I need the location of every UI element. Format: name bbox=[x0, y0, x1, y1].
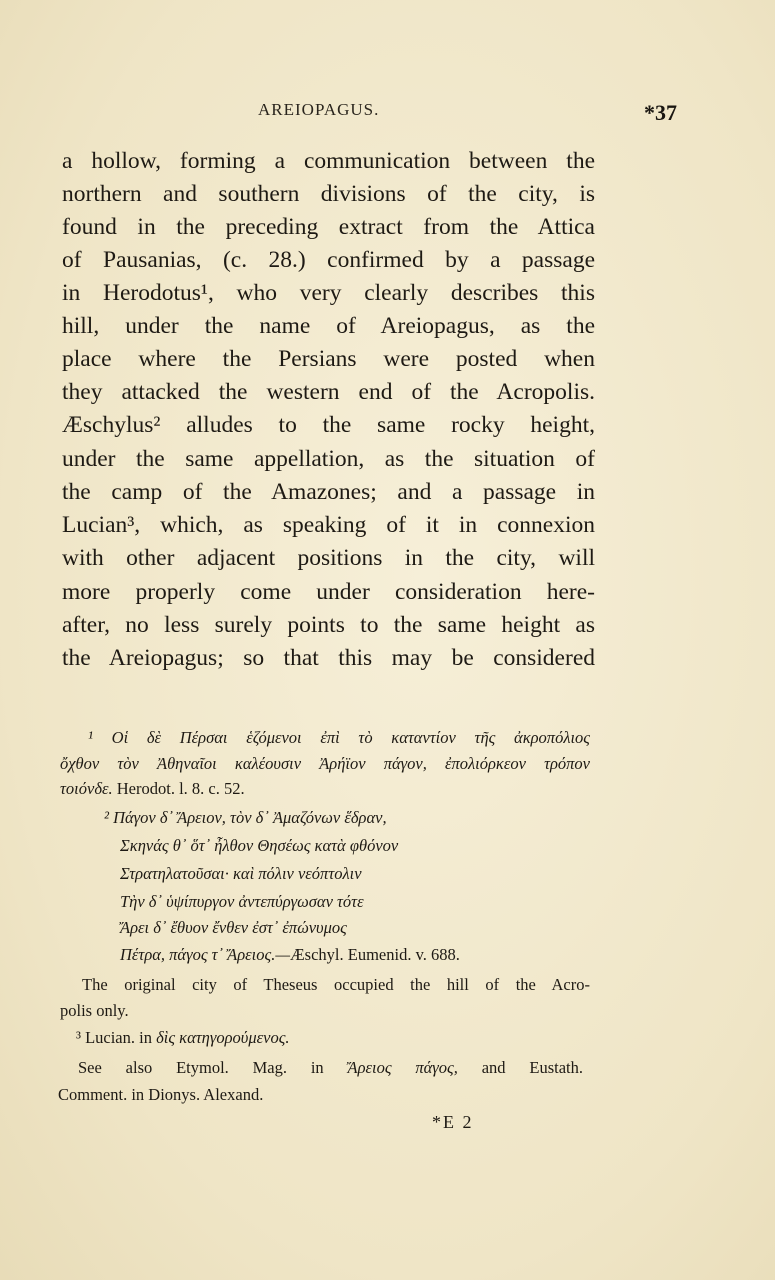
body-line: hill, under the name of Areiopagus, as the bbox=[62, 313, 595, 339]
footnote-2-verse: Ἄρει δ᾽ ἔθυον ἔνθεν ἐστ᾽ ἐπώνυμος bbox=[120, 918, 347, 937]
footnote-1-line bbox=[60, 779, 245, 799]
footnote-3 bbox=[76, 1028, 290, 1048]
footnote-greek-text: τοιόνδε. bbox=[60, 779, 113, 798]
footnote-reference: Herodot. l. 8. c. 52. bbox=[116, 779, 245, 798]
footnote-4-line bbox=[78, 1058, 583, 1078]
footnote-1-line: ¹ Οἱ δὲ Πέρσαι ἑζόμενοι ἐπὶ τὸ καταντίον τῆς ἀκροπόλιος bbox=[88, 728, 590, 747]
body-line: more properly come under consideration here- bbox=[62, 579, 595, 605]
footnote-greek-text: δὶς κατηγορούμενος. bbox=[156, 1028, 290, 1047]
footnote-2-verse: Τὴν δ᾽ ὑψίπυργον ἀντεπύργωσαν τότε bbox=[120, 892, 364, 911]
footnote-2-verse bbox=[120, 945, 460, 965]
body-line: the Areiopagus; so that this may be considered bbox=[62, 645, 595, 671]
body-line: in Herodotus¹, who very clearly describes this bbox=[62, 280, 595, 306]
body-line: place where the Persians were posted when bbox=[62, 346, 595, 372]
body-line: a hollow, forming a communication between the bbox=[62, 148, 595, 174]
footnote-2-verse: Σκηνάς θ᾽ ὅτ᾽ ἦλθον Θησέως κατὰ φθόνον bbox=[120, 836, 399, 855]
body-line: northern and southern divisions of the city, is bbox=[62, 181, 595, 207]
footnote-reference: Æschyl. Eumenid. v. 688. bbox=[290, 945, 460, 964]
footnote-2-verse: Στρατηλατοῦσαι· καὶ πόλιν νεόπτολιν bbox=[120, 864, 362, 883]
body-line: found in the preceding extract from the Attica bbox=[62, 214, 595, 240]
body-line: Æschylus² alludes to the same rocky height, bbox=[62, 412, 595, 438]
body-line: after, no less surely points to the same height as bbox=[62, 612, 595, 638]
footnote-text: and Eustath. bbox=[481, 1058, 584, 1077]
body-line: they attacked the western end of the Acropolis. bbox=[62, 379, 595, 405]
body-line: with other adjacent positions in the city, will bbox=[62, 545, 595, 571]
signature-mark: *E 2 bbox=[432, 1112, 474, 1132]
body-line: of Pausanias, (c. 28.) confirmed by a passage bbox=[62, 247, 595, 273]
body-line: the camp of the Amazones; and a passage in bbox=[62, 479, 595, 505]
footnote-text: ³ Lucian. in bbox=[76, 1028, 152, 1047]
running-title: AREIOPAGUS. bbox=[258, 100, 380, 119]
footnote-greek-text: Ἄρειος πάγος, bbox=[347, 1058, 458, 1077]
body-line: under the same appellation, as the situation of bbox=[62, 446, 595, 472]
footnote-1-line: ὄχθον τὸν Ἀθηναῖοι καλέουσιν Ἀρήϊον πάγον, ἐπολιόρκεον τρόπον bbox=[60, 754, 590, 773]
footnote-greek-text: Πέτρα, πάγος τ᾽ Ἄρειος.— bbox=[120, 945, 291, 964]
footnote-2-note: The original city of Theseus occupied the hill of the Acro- bbox=[82, 975, 590, 994]
footnote-2-note: polis only. bbox=[60, 1001, 129, 1020]
footnote-text: See also Etymol. Mag. in bbox=[78, 1058, 324, 1077]
footnote-4-line: Comment. in Dionys. Alexand. bbox=[58, 1085, 264, 1104]
footnote-2-verse: ² Πάγον δ᾽ Ἄρειον, τὸν δ᾽ Ἀμαζόνων ἕδραν, bbox=[104, 808, 387, 827]
body-line: Lucian³, which, as speaking of it in connexion bbox=[62, 512, 595, 538]
page-number: *37 bbox=[644, 100, 677, 125]
